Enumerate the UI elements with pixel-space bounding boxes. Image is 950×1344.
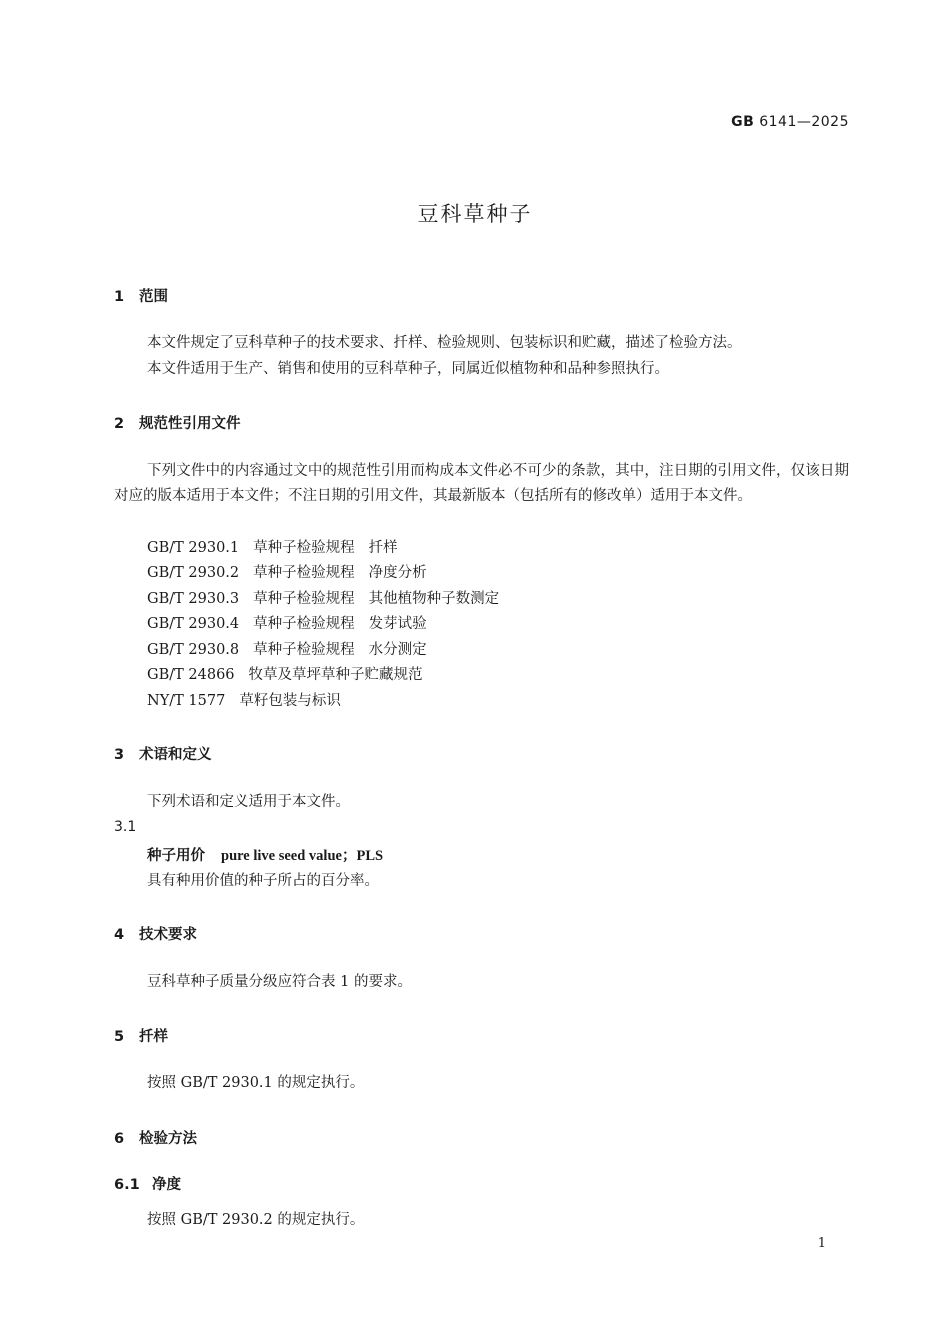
reference-code: GB/T 2930.2 [147,565,240,581]
section-4-heading [114,923,197,944]
normative-intro-paragraph: 下列文件中的内容通过文中的规范性引用而构成本文件必不可少的条款，其中，注日期的引用文件，仅该日期对应的版本适用于本文件；不注日期的引用文件，其最新版本（包括所有的修改单）适用于本文件。 [114,463,849,504]
standard-number [731,114,849,130]
reference-title: 草种子检验规程 [253,616,355,632]
reference-code: GB/T 2930.4 [147,616,240,632]
reference-subtitle: 扦样 [368,540,398,556]
term-number: 3.1 [114,819,137,835]
reference-subtitle: 发芽试验 [368,616,427,632]
term-english: pure live seed value；PLS [221,848,384,864]
section-title: 范围 [139,289,168,305]
section-3-heading [114,743,212,764]
reference-code: GB/T 2930.1 [147,540,240,556]
scope-paragraph-2: 本文件适用于生产、销售和使用的豆科草种子，同属近似植物种和品种参照执行。 [147,361,669,377]
section-title: 扦样 [139,1029,168,1045]
section-title: 技术要求 [139,927,197,943]
page-number: 1 [817,1236,826,1251]
section-number: 1 [114,289,125,305]
reference-title: 牧草及草坪草种子贮藏规范 [248,667,423,683]
reference-title: 草籽包装与标识 [239,693,341,709]
reference-code: GB/T 2930.3 [147,591,240,607]
technical-requirements-text: 豆科草种子质量分级应符合表 1 的要求。 [147,974,412,990]
standard-prefix: GB [731,114,755,130]
reference-title: 草种子检验规程 [253,591,355,607]
reference-title: 草种子检验规程 [253,565,355,581]
reference-item [147,587,499,612]
section-title: 检验方法 [139,1131,197,1147]
section-5-heading [114,1025,168,1046]
reference-subtitle: 净度分析 [368,565,427,581]
section-number: 3 [114,747,125,763]
section-number: 2 [114,416,125,432]
subsection-6-1-heading [114,1173,181,1194]
reference-subtitle: 水分测定 [368,642,427,658]
sampling-text: 按照 GB/T 2930.1 的规定执行。 [147,1075,365,1091]
term-heading [147,844,383,865]
reference-item [147,638,427,663]
reference-code: GB/T 24866 [147,667,235,683]
purity-text: 按照 GB/T 2930.2 的规定执行。 [147,1212,365,1228]
section-title: 术语和定义 [139,747,212,763]
terms-intro: 下列术语和定义适用于本文件。 [147,794,350,810]
reference-item [147,612,427,637]
document-title: 豆科草种子 [417,202,533,226]
reference-item [147,561,427,586]
reference-title: 草种子检验规程 [253,540,355,556]
standard-code: 6141—2025 [759,114,849,130]
section-number: 4 [114,927,125,943]
section-title: 规范性引用文件 [139,416,241,432]
section-number: 6 [114,1131,125,1147]
term-definition: 具有种用价值的种子所占的百分率。 [147,873,379,889]
section-2-heading [114,412,241,433]
term-chinese: 种子用价 [147,848,205,864]
reference-code: NY/T 1577 [147,693,226,709]
section-1-heading [114,285,168,306]
subsection-title: 净度 [152,1177,181,1193]
reference-item [147,536,398,561]
section-number: 5 [114,1029,125,1045]
subsection-number: 6.1 [114,1177,140,1193]
section-6-heading [114,1127,197,1148]
reference-title: 草种子检验规程 [253,642,355,658]
scope-paragraph-1: 本文件规定了豆科草种子的技术要求、扦样、检验规则、包装标识和贮藏，描述了检验方法。 [147,335,742,351]
reference-subtitle: 其他植物种子数测定 [368,591,500,607]
reference-code: GB/T 2930.8 [147,642,240,658]
reference-item [147,689,341,714]
reference-item [147,663,423,688]
